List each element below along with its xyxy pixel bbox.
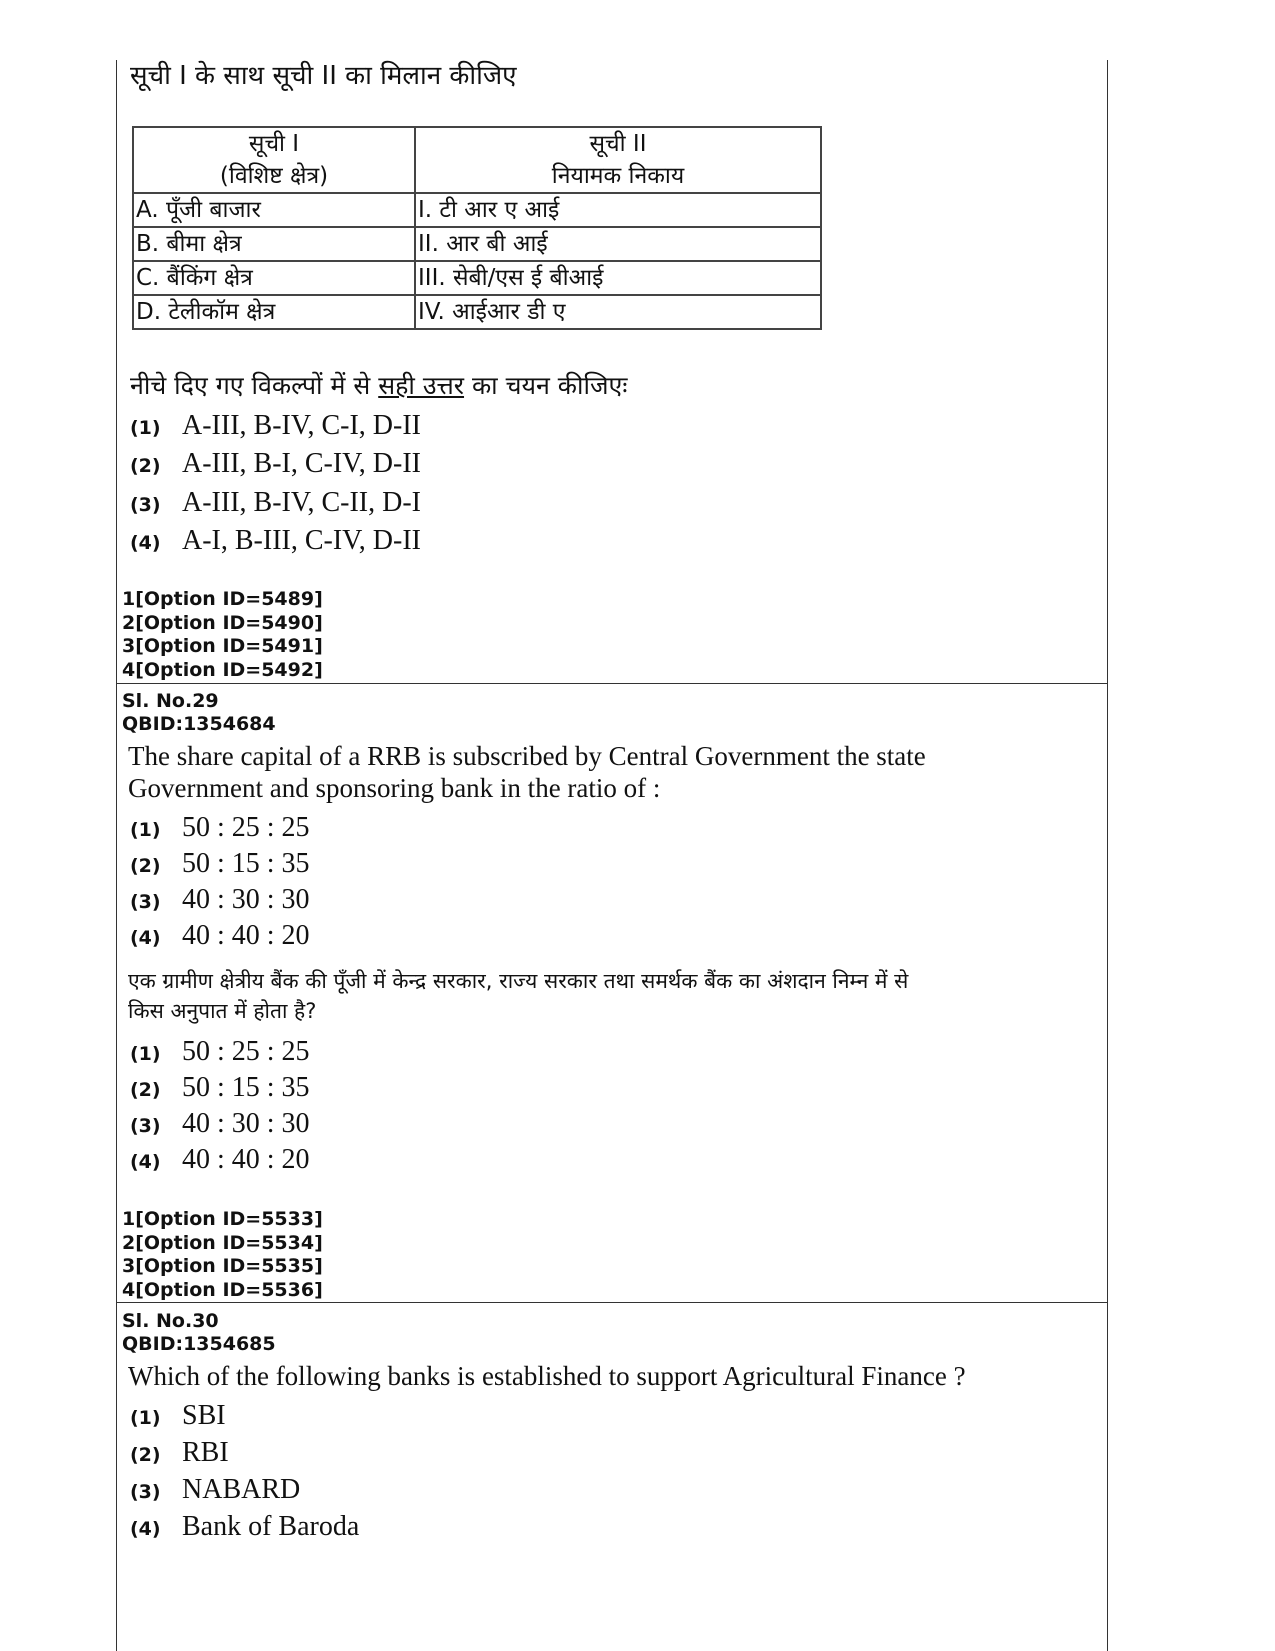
- option-text: 40 : 30 : 30: [182, 1108, 310, 1139]
- q29-hindi-option-4[interactable]: [130, 1144, 310, 1176]
- table-cell-left: D. टेलीकॉम क्षेत्र: [133, 295, 415, 329]
- option-number: (3): [130, 891, 161, 913]
- option-number: (2): [130, 1079, 161, 1101]
- serial-number: Sl. No.30: [122, 1310, 219, 1332]
- option-number: (3): [130, 1115, 161, 1137]
- divider: [116, 1302, 1108, 1303]
- divider: [116, 683, 1108, 684]
- option-number: (4): [130, 532, 161, 554]
- q30-meta: [122, 1310, 276, 1356]
- option-number: (2): [130, 855, 161, 877]
- option-number: (4): [130, 927, 161, 949]
- table-cell-left: A. पूँजी बाजार: [133, 193, 415, 227]
- table-row: [133, 261, 821, 295]
- qbid: QBID:1354685: [122, 1333, 276, 1355]
- qbid: QBID:1354684: [122, 713, 276, 735]
- option-number: (1): [130, 1407, 161, 1429]
- option-number: (3): [130, 1481, 161, 1503]
- table-header-row: [133, 127, 821, 193]
- list-2-title: सूची II: [589, 131, 647, 157]
- option-number: (1): [130, 1043, 161, 1065]
- option-number: (1): [130, 417, 161, 439]
- q30-option-4[interactable]: [130, 1511, 359, 1543]
- option-id: 2[Option ID=5490]: [122, 611, 323, 634]
- q28-option-1[interactable]: [130, 410, 421, 442]
- q29-hindi-question: [128, 966, 908, 1026]
- q30-option-2[interactable]: [130, 1437, 229, 1469]
- table-cell-right: III. सेबी/एस ई बीआई: [415, 261, 821, 295]
- q29-option-2[interactable]: [130, 848, 310, 880]
- q29-question: [128, 740, 926, 804]
- matching-table: [132, 126, 822, 330]
- option-id: 1[Option ID=5489]: [122, 588, 323, 610]
- serial-number: Sl. No.29: [122, 690, 219, 712]
- option-id: 3[Option ID=5491]: [122, 635, 323, 657]
- option-text: 40 : 40 : 20: [182, 920, 310, 951]
- q29-hindi-option-3[interactable]: [130, 1108, 310, 1140]
- option-text: A-III, B-IV, C-II, D-I: [182, 487, 421, 518]
- question-line: किस अनुपात में होता है?: [128, 999, 317, 1023]
- option-text: A-III, B-IV, C-I, D-II: [182, 410, 421, 441]
- option-text: 50 : 15 : 35: [182, 848, 310, 879]
- q29-hindi-option-1[interactable]: [130, 1036, 310, 1068]
- option-text: NABARD: [182, 1474, 301, 1505]
- question-line: The share capital of a RRB is subscribed by Central Government the state: [128, 741, 926, 771]
- q29-option-1[interactable]: [130, 812, 310, 844]
- question-line: एक ग्रामीण क्षेत्रीय बैंक की पूँजी में केन्द्र सरकार, राज्य सरकार तथा समर्थक बैंक का अंशदान निम्न में से: [128, 969, 909, 993]
- list-1-title: सूची I: [248, 131, 300, 157]
- option-id: 3[Option ID=5535]: [122, 1255, 323, 1277]
- table-cell-right: II. आर बी आई: [415, 227, 821, 261]
- table-row: [133, 227, 821, 261]
- option-number: (2): [130, 1444, 161, 1466]
- option-number: (4): [130, 1518, 161, 1540]
- q28-option-2[interactable]: [130, 448, 421, 480]
- q29-option-ids: [122, 1208, 323, 1302]
- q28-option-ids: [122, 588, 323, 682]
- option-id: 2[Option ID=5534]: [122, 1231, 323, 1254]
- option-text: A-I, B-III, C-IV, D-II: [182, 525, 421, 556]
- option-number: (2): [130, 455, 161, 477]
- option-id: 4[Option ID=5492]: [122, 658, 323, 681]
- option-number: (1): [130, 819, 161, 841]
- question-line: Government and sponsoring bank in the ratio of :: [128, 773, 661, 803]
- q28-option-3[interactable]: [130, 487, 421, 519]
- prompt-underlined: सही उत्तर: [378, 371, 465, 400]
- q29-hindi-option-2[interactable]: [130, 1072, 310, 1104]
- q28-option-4[interactable]: [130, 525, 421, 557]
- table-cell-left: C. बैंकिंग क्षेत्र: [133, 261, 415, 295]
- prompt-text: नीचे दिए गए विकल्पों में से: [130, 371, 379, 400]
- option-text: 40 : 40 : 20: [182, 1144, 310, 1175]
- option-id: 1[Option ID=5533]: [122, 1208, 323, 1230]
- table-row: [133, 295, 821, 329]
- table-cell-right: IV. आईआर डी ए: [415, 295, 821, 329]
- option-text: A-III, B-I, C-IV, D-II: [182, 448, 421, 479]
- q29-meta: [122, 690, 276, 736]
- table-cell-left: B. बीमा क्षेत्र: [133, 227, 415, 261]
- q30-question: Which of the following banks is established to support Agricultural Finance ?: [128, 1361, 966, 1391]
- list-1-header: [133, 127, 415, 193]
- table-cell-right: I. टी आर ए आई: [415, 193, 821, 227]
- option-text: 50 : 15 : 35: [182, 1072, 310, 1103]
- prompt-text-end: का चयन कीजिएः: [464, 371, 628, 400]
- option-text: SBI: [182, 1400, 226, 1431]
- option-number: (3): [130, 494, 161, 516]
- q28-prompt: [130, 368, 627, 402]
- q29-option-4[interactable]: [130, 920, 310, 952]
- q29-option-3[interactable]: [130, 884, 310, 916]
- option-text: 50 : 25 : 25: [182, 1036, 310, 1067]
- option-text: 40 : 30 : 30: [182, 884, 310, 915]
- q28-instruction: सूची I के साथ सूची II का मिलान कीजिए: [130, 61, 517, 91]
- table-row: [133, 193, 821, 227]
- option-text: Bank of Baroda: [182, 1511, 360, 1542]
- list-1-subtitle: (विशिष्ट क्षेत्र): [219, 163, 329, 189]
- list-2-subtitle: नियामक निकाय: [551, 163, 685, 189]
- option-id: 4[Option ID=5536]: [122, 1278, 323, 1301]
- option-number: (4): [130, 1151, 161, 1173]
- list-2-header: [415, 127, 821, 193]
- q30-option-3[interactable]: [130, 1474, 300, 1506]
- option-text: RBI: [182, 1437, 229, 1468]
- option-text: 50 : 25 : 25: [182, 812, 310, 843]
- q30-option-1[interactable]: [130, 1400, 226, 1432]
